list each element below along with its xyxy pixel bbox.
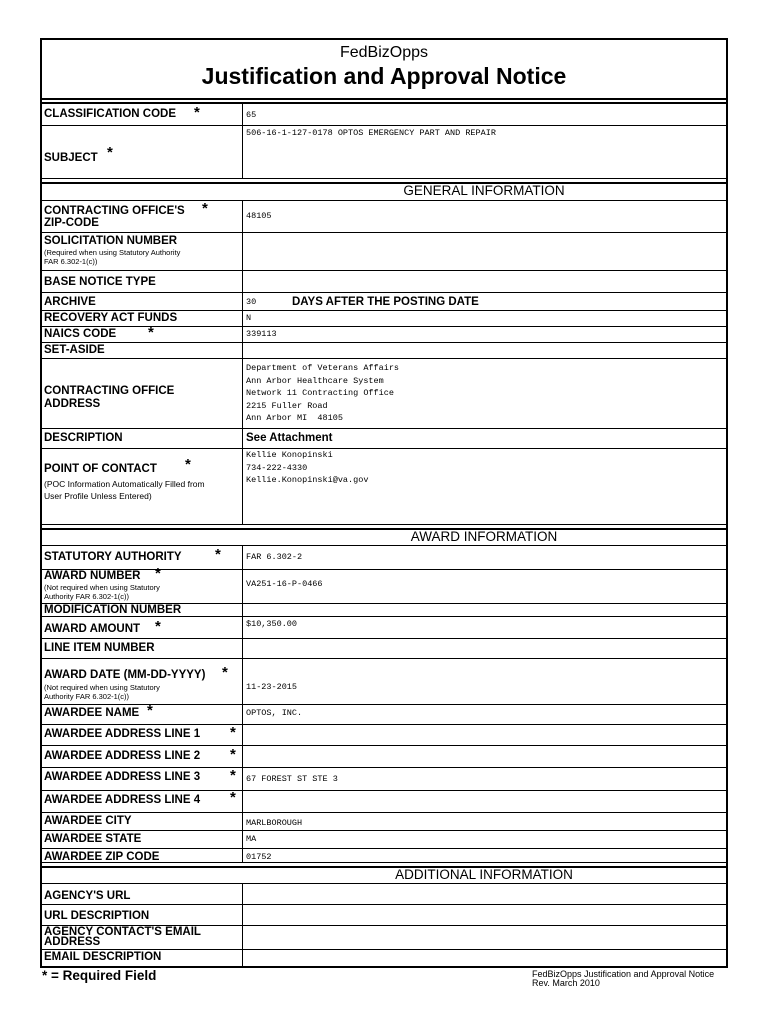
required-star: * bbox=[215, 546, 221, 563]
awardee-state-value[interactable]: MA bbox=[246, 834, 257, 844]
contracting-office-zip-value[interactable]: 48105 bbox=[246, 211, 272, 221]
award-number-note-1: (Not required when using Statutory bbox=[44, 583, 160, 592]
email-description-label: EMAIL DESCRIPTION bbox=[44, 951, 162, 963]
contracting-office-address-line[interactable]: Ann Arbor MI 48105 bbox=[246, 413, 343, 423]
subject-value[interactable]: 506-16-1-127-0178 OPTOS EMERGENCY PART AND REPAIR bbox=[246, 128, 496, 138]
awardee-address-4-label: AWARDEE ADDRESS LINE 4 bbox=[44, 794, 201, 806]
required-star: * bbox=[107, 144, 113, 161]
solicitation-number-note-2: FAR 6.302-1(c)) bbox=[44, 257, 98, 266]
award-date-label: AWARD DATE (MM-DD-YYYY) bbox=[44, 669, 206, 681]
awardee-name-value[interactable]: OPTOS, INC. bbox=[246, 708, 303, 718]
awardee-zip-value[interactable]: 01752 bbox=[246, 852, 272, 862]
awardee-state-label: AWARDEE STATE bbox=[44, 833, 142, 845]
required-star: * bbox=[194, 104, 200, 121]
description-label: DESCRIPTION bbox=[44, 432, 123, 444]
subject-label: SUBJECT bbox=[44, 152, 98, 164]
required-star: * bbox=[230, 724, 236, 741]
contracting-office-address-line[interactable]: Network 11 Contracting Office bbox=[246, 388, 394, 398]
set-aside-label: SET-ASIDE bbox=[44, 344, 105, 356]
contracting-office-address-line[interactable]: Ann Arbor Healthcare System bbox=[246, 375, 384, 386]
award-date-value[interactable]: 11-23-2015 bbox=[246, 682, 298, 692]
required-star: * bbox=[202, 200, 208, 217]
classification-code-value[interactable]: 65 bbox=[246, 110, 257, 120]
awardee-address-1-label: AWARDEE ADDRESS LINE 1 bbox=[44, 728, 201, 740]
contracting-office-address-label-2: ADDRESS bbox=[44, 398, 101, 410]
naics-code-label: NAICS CODE bbox=[44, 328, 117, 340]
description-value[interactable]: See Attachment bbox=[246, 432, 333, 444]
url-description-label: URL DESCRIPTION bbox=[44, 910, 150, 922]
required-star: * bbox=[230, 746, 236, 763]
site-name: FedBizOpps bbox=[339, 44, 429, 61]
footer-form-name: FedBizOpps Justification and Approval Notice bbox=[532, 969, 715, 979]
required-star: * bbox=[185, 456, 191, 473]
naics-code-value[interactable]: 339113 bbox=[246, 329, 277, 339]
recovery-act-funds-value[interactable]: N bbox=[246, 313, 252, 323]
award-date-note-1: (Not required when using Statutory bbox=[44, 683, 160, 692]
archive-label: ARCHIVE bbox=[44, 296, 96, 308]
base-notice-type-label: BASE NOTICE TYPE bbox=[44, 276, 156, 288]
contracting-office-address-label-1: CONTRACTING OFFICE bbox=[44, 385, 175, 397]
section-additional-information: ADDITIONAL INFORMATION bbox=[395, 867, 573, 882]
agency-contact-email-label-1: AGENCY CONTACT'S EMAIL bbox=[44, 926, 201, 938]
line-item-number-label: LINE ITEM NUMBER bbox=[44, 642, 155, 654]
award-number-note-2: Authority FAR 6.302-1(c)) bbox=[44, 592, 130, 601]
agency-contact-email-label-2: ADDRESS bbox=[44, 936, 101, 948]
point-of-contact-note-1: (POC Information Automatically Filled from bbox=[44, 479, 205, 489]
section-award-information: AWARD INFORMATION bbox=[410, 529, 558, 544]
required-star: * bbox=[230, 789, 236, 806]
award-date-note-2: Authority FAR 6.302-1(c)) bbox=[44, 692, 130, 701]
solicitation-number-note-1: (Required when using Statutory Authority bbox=[44, 248, 181, 257]
statutory-authority-value[interactable]: FAR 6.302-2 bbox=[246, 552, 303, 562]
point-of-contact-label: POINT OF CONTACT bbox=[44, 463, 157, 475]
award-amount-label: AWARD AMOUNT bbox=[44, 623, 141, 635]
required-star: * bbox=[230, 767, 236, 784]
archive-suffix: DAYS AFTER THE POSTING DATE bbox=[292, 296, 479, 308]
form-header bbox=[42, 40, 726, 100]
awardee-address-3-value[interactable]: 67 FOREST ST STE 3 bbox=[246, 774, 338, 784]
agency-url-label: AGENCY'S URL bbox=[44, 890, 131, 902]
poc-line[interactable]: Kellie Konopinski bbox=[246, 450, 333, 460]
award-amount-value[interactable]: $10,350.00 bbox=[246, 619, 298, 629]
section-general-information: GENERAL INFORMATION bbox=[403, 183, 565, 198]
required-field-note: * = Required Field bbox=[42, 968, 157, 983]
form-footer-info bbox=[532, 970, 714, 987]
required-star: * bbox=[155, 618, 161, 635]
awardee-zip-label: AWARDEE ZIP CODE bbox=[44, 851, 160, 863]
awardee-address-2-label: AWARDEE ADDRESS LINE 2 bbox=[44, 750, 201, 762]
required-star: * bbox=[148, 324, 154, 341]
justification-approval-form bbox=[40, 38, 728, 968]
awardee-city-value[interactable]: MARLBOROUGH bbox=[246, 818, 303, 828]
footer-revision: Rev. March 2010 bbox=[532, 977, 600, 988]
required-star: * bbox=[155, 565, 161, 582]
contracting-office-zip-label-2: ZIP-CODE bbox=[44, 217, 99, 229]
award-number-value[interactable]: VA251-16-P-0466 bbox=[246, 579, 323, 589]
contracting-office-address-line[interactable]: Department of Veterans Affairs bbox=[246, 363, 400, 373]
award-number-label: AWARD NUMBER bbox=[44, 570, 141, 582]
awardee-city-label: AWARDEE CITY bbox=[44, 815, 132, 827]
recovery-act-funds-label: RECOVERY ACT FUNDS bbox=[44, 312, 178, 324]
required-star: * bbox=[222, 664, 228, 681]
form-title: Justification and Approval Notice bbox=[201, 63, 567, 89]
archive-value[interactable]: 30 bbox=[246, 297, 257, 307]
poc-line[interactable]: 734-222-4330 bbox=[246, 462, 308, 473]
statutory-authority-label: STATUTORY AUTHORITY bbox=[44, 551, 182, 563]
poc-line[interactable]: Kellie.Konopinski@va.gov bbox=[246, 475, 369, 485]
awardee-address-3-label: AWARDEE ADDRESS LINE 3 bbox=[44, 771, 201, 783]
classification-code-label: CLASSIFICATION CODE bbox=[44, 108, 177, 120]
solicitation-number-label: SOLICITATION NUMBER bbox=[44, 235, 178, 247]
contracting-office-address-line[interactable]: 2215 Fuller Road bbox=[246, 400, 328, 411]
awardee-name-label: AWARDEE NAME bbox=[44, 707, 140, 719]
modification-number-label: MODIFICATION NUMBER bbox=[44, 604, 182, 616]
contracting-office-zip-label-1: CONTRACTING OFFICE'S bbox=[44, 205, 185, 217]
required-star: * bbox=[147, 702, 153, 719]
point-of-contact-note-2: User Profile Unless Entered) bbox=[44, 491, 152, 501]
